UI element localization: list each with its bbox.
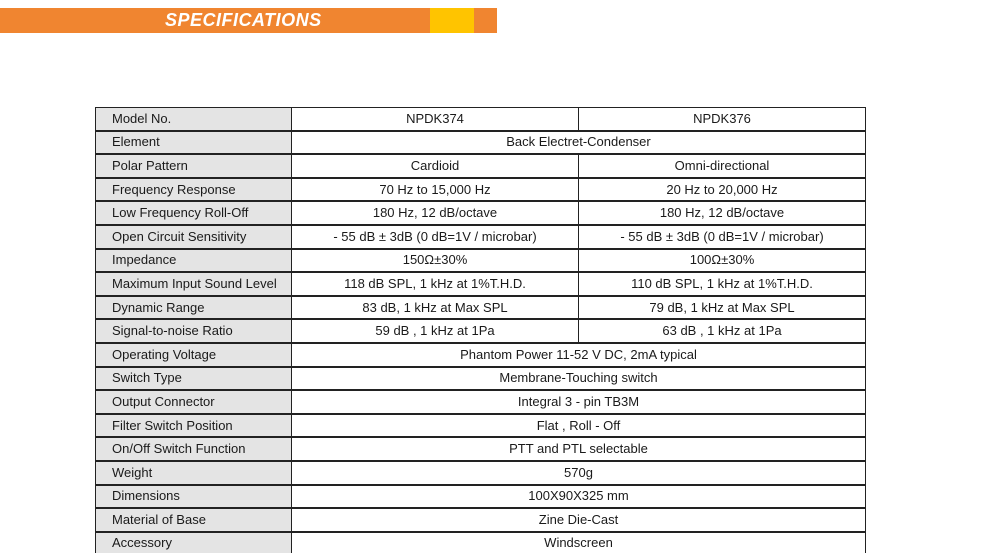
row-value-shared: Integral 3 - pin TB3M	[292, 390, 866, 414]
row-value-model-2: 20 Hz to 20,000 Hz	[579, 178, 866, 202]
row-label: Dynamic Range	[96, 296, 292, 320]
row-label: Filter Switch Position	[96, 414, 292, 438]
table-row	[96, 225, 866, 249]
row-value-shared: Windscreen	[292, 532, 866, 553]
row-value-model-2: 79 dB, 1 kHz at Max SPL	[579, 296, 866, 320]
row-value-model-2: 180 Hz, 12 dB/octave	[579, 201, 866, 225]
table-row	[96, 508, 866, 532]
page-title: SPECIFICATIONS	[165, 10, 322, 30]
row-value-model-2: 100Ω±30%	[579, 249, 866, 273]
header-accent-block	[430, 8, 474, 33]
table-row	[96, 343, 866, 367]
row-value-model-1: 70 Hz to 15,000 Hz	[292, 178, 579, 202]
row-value-shared: Phantom Power 11-52 V DC, 2mA typical	[292, 343, 866, 367]
table-row	[96, 178, 866, 202]
row-value-model-1: - 55 dB ± 3dB (0 dB=1V / microbar)	[292, 225, 579, 249]
row-label: On/Off Switch Function	[96, 437, 292, 461]
row-label: Maximum Input Sound Level	[96, 272, 292, 296]
row-label: Operating Voltage	[96, 343, 292, 367]
table-row	[96, 272, 866, 296]
row-label: Impedance	[96, 249, 292, 273]
row-label: Dimensions	[96, 485, 292, 509]
row-value-shared: Flat , Roll - Off	[292, 414, 866, 438]
row-label: Weight	[96, 461, 292, 485]
row-label: Signal-to-noise Ratio	[96, 319, 292, 343]
row-value-shared: Membrane-Touching switch	[292, 367, 866, 391]
row-value-model-2: 110 dB SPL, 1 kHz at 1%T.H.D.	[579, 272, 866, 296]
specifications-table-body	[96, 108, 866, 553]
row-label: Frequency Response	[96, 178, 292, 202]
row-value-model-1: 83 dB, 1 kHz at Max SPL	[292, 296, 579, 320]
row-label: Low Frequency Roll-Off	[96, 201, 292, 225]
row-label: Polar Pattern	[96, 154, 292, 178]
column-header-label: Model No.	[96, 108, 292, 131]
table-row	[96, 249, 866, 273]
row-value-shared: Zine Die-Cast	[292, 508, 866, 532]
table-row	[96, 319, 866, 343]
row-label: Material of Base	[96, 508, 292, 532]
table-row	[96, 485, 866, 509]
row-value-shared: Back Electret-Condenser	[292, 131, 866, 155]
row-value-model-2: 63 dB , 1 kHz at 1Pa	[579, 319, 866, 343]
row-value-shared: PTT and PTL selectable	[292, 437, 866, 461]
table-row	[96, 532, 866, 553]
table-row	[96, 390, 866, 414]
column-header-model-1: NPDK374	[292, 108, 579, 131]
row-value-model-1: Cardioid	[292, 154, 579, 178]
row-value-model-2: Omni-directional	[579, 154, 866, 178]
row-label: Open Circuit Sensitivity	[96, 225, 292, 249]
row-label: Switch Type	[96, 367, 292, 391]
row-value-model-1: 180 Hz, 12 dB/octave	[292, 201, 579, 225]
table-row	[96, 296, 866, 320]
header-bar	[0, 8, 497, 33]
table-row	[96, 461, 866, 485]
table-row	[96, 131, 866, 155]
column-header-model-2: NPDK376	[579, 108, 866, 131]
row-value-shared: 570g	[292, 461, 866, 485]
table-row	[96, 154, 866, 178]
row-value-model-1: 118 dB SPL, 1 kHz at 1%T.H.D.	[292, 272, 579, 296]
row-value-shared: 100X90X325 mm	[292, 485, 866, 509]
table-row	[96, 414, 866, 438]
table-row	[96, 367, 866, 391]
row-value-model-1: 59 dB , 1 kHz at 1Pa	[292, 319, 579, 343]
row-label: Output Connector	[96, 390, 292, 414]
row-label: Element	[96, 131, 292, 155]
table-header-row	[96, 108, 866, 131]
table-row	[96, 437, 866, 461]
row-value-model-2: - 55 dB ± 3dB (0 dB=1V / microbar)	[579, 225, 866, 249]
row-value-model-1: 150Ω±30%	[292, 249, 579, 273]
specifications-table	[95, 107, 866, 553]
row-label: Accessory	[96, 532, 292, 553]
table-row	[96, 201, 866, 225]
